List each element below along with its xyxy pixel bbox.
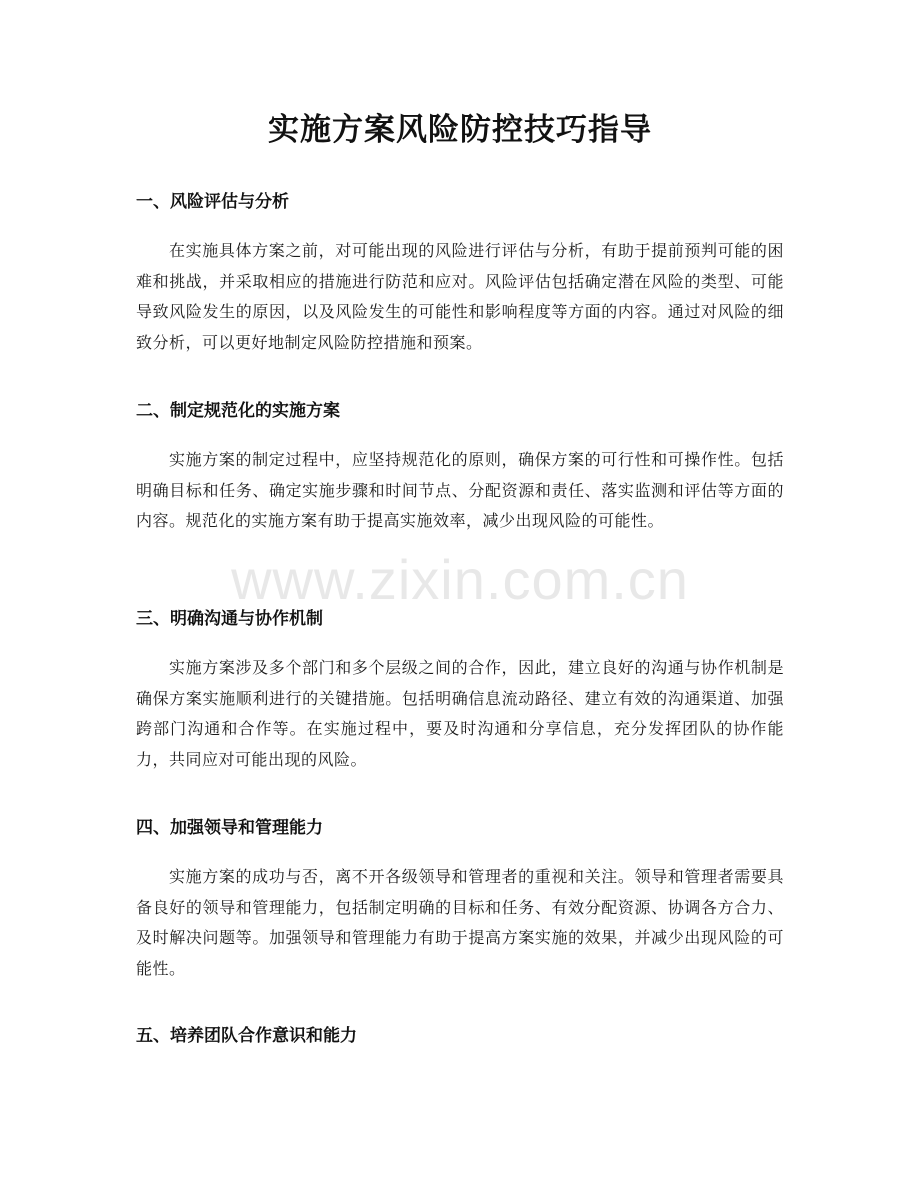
section-heading-3: 三、明确沟通与协作机制 bbox=[136, 609, 323, 629]
section-heading-4: 四、加强领导和管理能力 bbox=[136, 818, 323, 838]
section-paragraph-4: 实施方案的成功与否，离不开各级领导和管理者的重视和关注。领导和管理者需要具备良好的领导和管理能力，包括制定明确的目标和任务、有效分配资源、协调各方合力、及时解决问题等。加强领导和管理能力有助于提高方案实施的效果，并减少出现风险的可能性。 bbox=[136, 867, 784, 978]
section-heading-5: 五、培养团队合作意识和能力 bbox=[136, 1026, 357, 1046]
section-heading-2: 二、制定规范化的实施方案 bbox=[136, 401, 340, 421]
watermark: www.zixin.com.cn bbox=[231, 548, 689, 611]
document-title: 实施方案风险防控技巧指导 bbox=[268, 112, 652, 148]
section-paragraph-1: 在实施具体方案之前，对可能出现的风险进行评估与分析，有助于提前预判可能的困难和挑战，并采取相应的措施进行防范和应对。风险评估包括确定潜在风险的类型、可能导致风险发生的原因，以及风险发生的可能性和影响程度等方面的内容。通过对风险的细致分析，可以更好地制定风险防控措施和预案。 bbox=[136, 241, 784, 352]
section-paragraph-2: 实施方案的制定过程中，应坚持规范化的原则，确保方案的可行性和可操作性。包括明确目标和任务、确定实施步骤和时间节点、分配资源和责任、落实监测和评估等方面的内容。规范化的实施方案有助于提高实施效率，减少出现风险的可能性。 bbox=[136, 450, 784, 531]
section-heading-1: 一、风险评估与分析 bbox=[136, 192, 289, 212]
section-paragraph-3: 实施方案涉及多个部门和多个层级之间的合作，因此，建立良好的沟通与协作机制是确保方案实施顺利进行的关键措施。包括明确信息流动路径、建立有效的沟通渠道、加强跨部门沟通和合作等。在实施过程中，要及时沟通和分享信息，充分发挥团队的协作能力，共同应对可能出现的风险。 bbox=[136, 658, 784, 769]
